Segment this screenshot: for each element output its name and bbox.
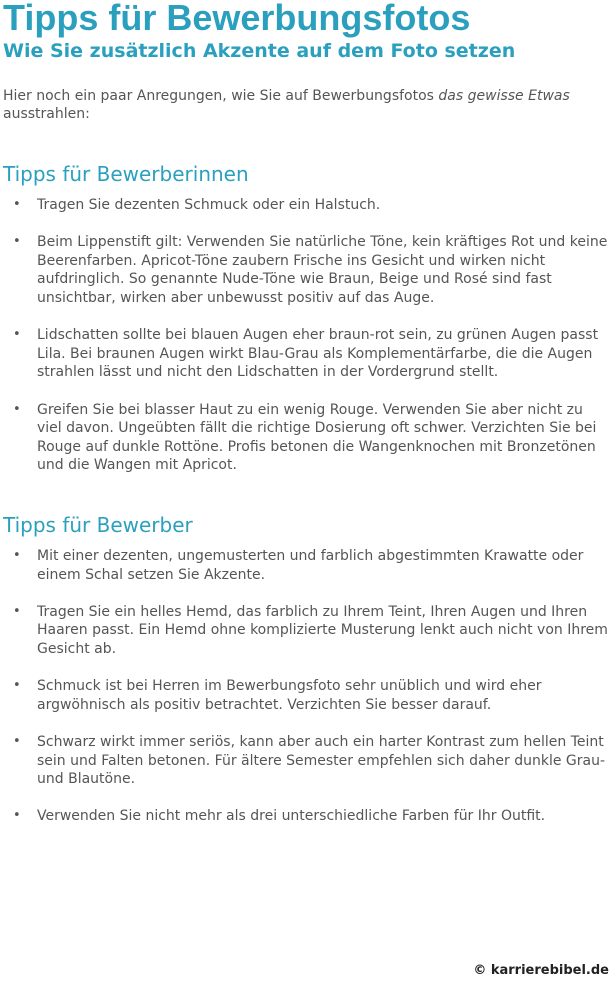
page-title: Tipps für Bewerbungsfotos <box>3 0 471 38</box>
list-item: • Schwarz wirkt immer seriös, kann aber auch ein harter Kontrast zum hellen Teint sein und Falten betonen. Für ältere Semester empfehlen sich daher dunkle Grau- und Blautöne. <box>0 733 610 789</box>
list-item: • Mit einer dezenten, ungemusterten und farblich abgestimmten Krawatte oder einem Schal setzen Sie Akzente. <box>0 547 610 584</box>
intro-text-before: Hier noch ein paar Anregungen, wie Sie auf Bewerbungsfotos <box>3 88 439 104</box>
intro-emphasis: das gewisse Etwas <box>438 88 570 104</box>
list-item: • Schmuck ist bei Herren im Bewerbungsfoto sehr unüblich und wird eher argwöhnisch als positiv betrachtet. Verzichten Sie besser darauf. <box>0 677 610 714</box>
list-item: • Beim Lippenstift gilt: Verwenden Sie natürliche Töne, kein kräftiges Rot und keine Beerenfarben. Apricot-Töne zaubern Frische ins Gesicht und wirken nicht aufdringlich. So genannte Nude-Töne wie Braun, Beige und Rosé sind fast unsichtbar, wirken aber unbewusst positiv auf das Auge. <box>0 233 610 307</box>
tips-list-bewerberinnen <box>0 196 610 494</box>
section-heading-bewerberinnen: Tipps für Bewerberinnen <box>3 162 249 186</box>
copyright-notice: © karrierebibel.de <box>473 963 609 978</box>
tips-list-bewerber <box>0 547 610 845</box>
page-subtitle: Wie Sie zusätzlich Akzente auf dem Foto setzen <box>3 40 516 62</box>
list-item: • Greifen Sie bei blasser Haut zu ein wenig Rouge. Verwenden Sie aber nicht zu viel davon. Ungeübten fällt die richtige Dosierung oft schwer. Verzichten Sie bei Rouge auf dunkle Rottöne. Profis betonen die Wangenknochen mit Bronzetönen und die Wangen mit Apricot. <box>0 401 610 475</box>
section-heading-bewerber: Tipps für Bewerber <box>3 513 193 537</box>
list-item: • Tragen Sie dezenten Schmuck oder ein Halstuch. <box>0 196 610 215</box>
intro-text-after: ausstrahlen: <box>3 106 90 122</box>
list-item: • Tragen Sie ein helles Hemd, das farblich zu Ihrem Teint, Ihren Augen und Ihren Haaren passt. Ein Hemd ohne komplizierte Musterung lenkt auch nicht von Ihrem Gesicht ab. <box>0 603 610 659</box>
list-item: • Verwenden Sie nicht mehr als drei unterschiedliche Farben für Ihr Outfit. <box>0 807 610 826</box>
list-item: • Lidschatten sollte bei blauen Augen eher braun-rot sein, zu grünen Augen passt Lila. Bei braunen Augen wirkt Blau-Grau als Komplementärfarbe, die die Augen strahlen lässt und nicht den Lidschatten in der Vordergrund stellt. <box>0 326 610 382</box>
intro-paragraph <box>3 87 603 123</box>
